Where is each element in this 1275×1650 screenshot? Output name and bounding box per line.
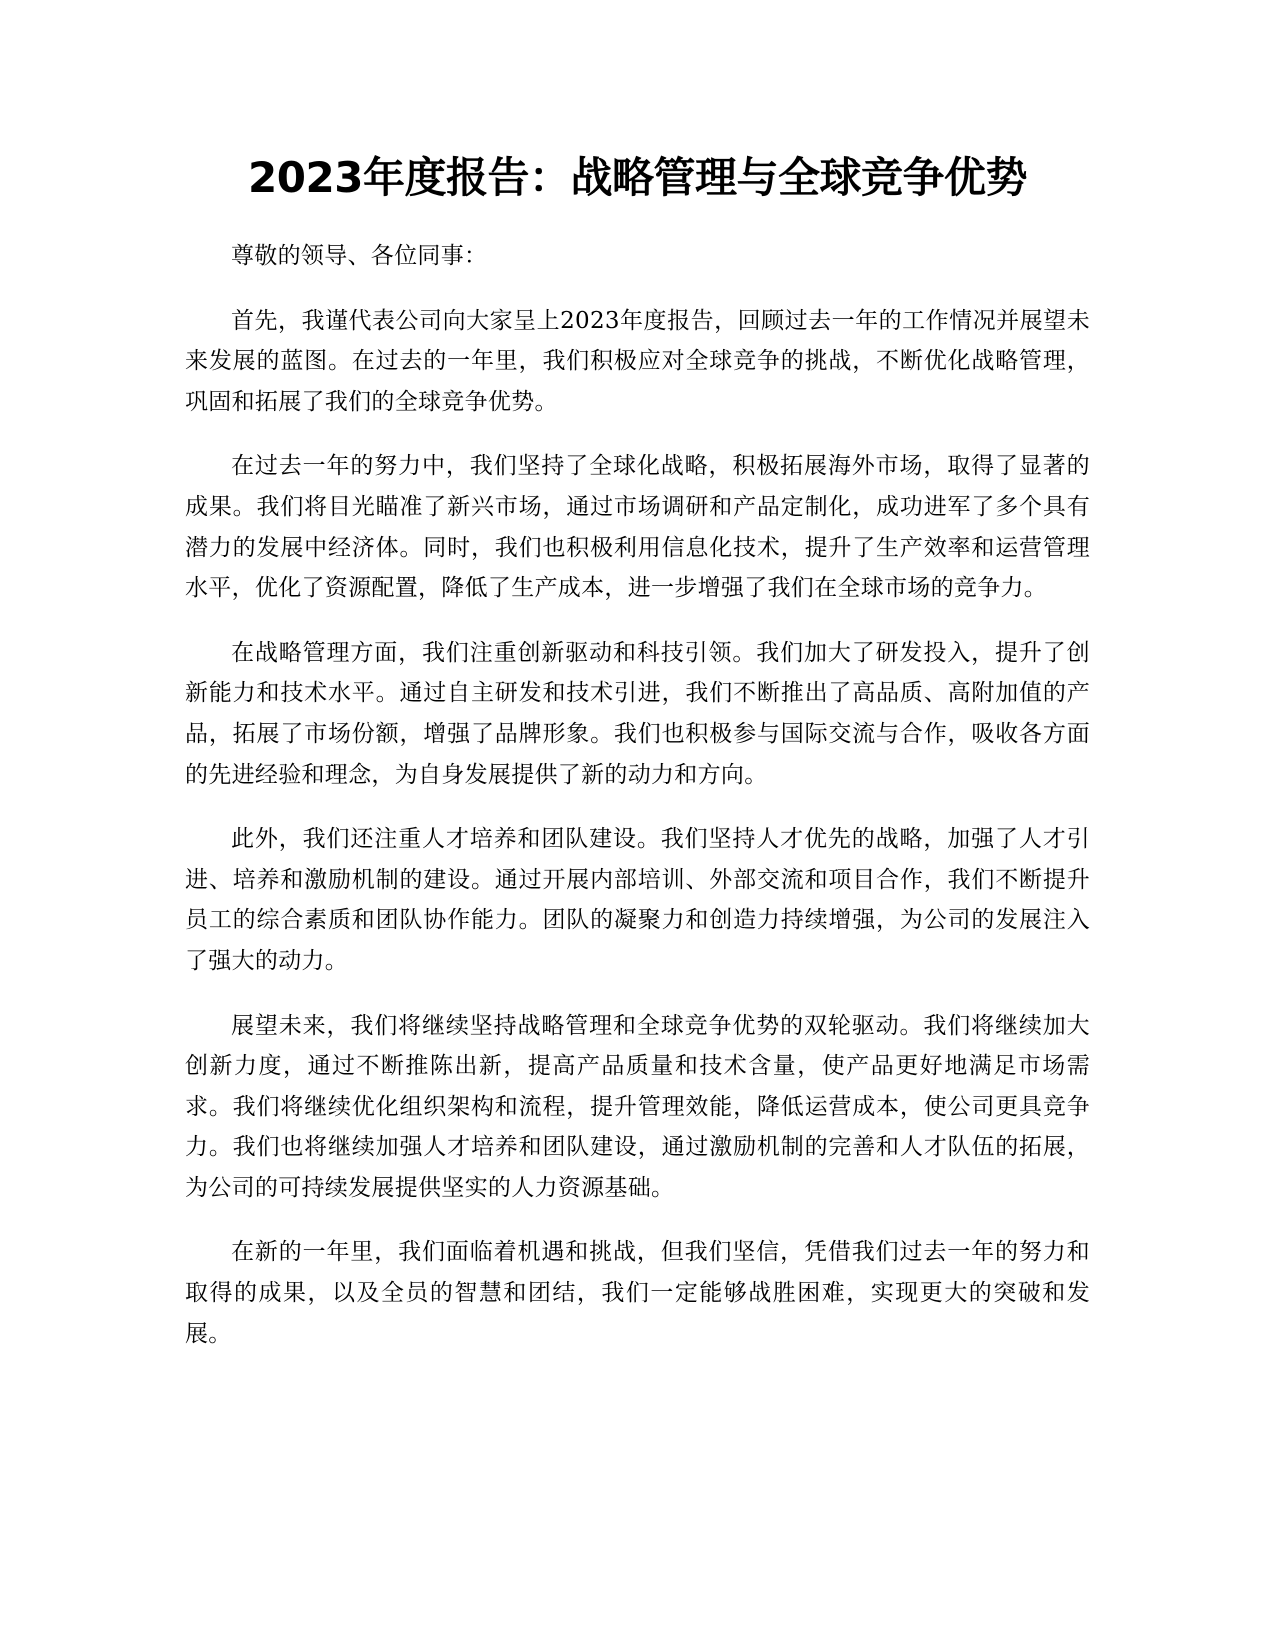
document-body [185,236,1090,1378]
body-paragraph: 展望未来，我们将继续坚持战略管理和全球竞争优势的双轮驱动。我们将继续加大创新力度，通过不断推陈出新，提高产品质量和技术含量，使产品更好地满足市场需求。我们将继续优化组织架构和流程，提升管理效能，降低运营成本，使公司更具竞争力。我们也将继续加强人才培养和团队建设，通过激励机制的完善和人才队伍的拓展，为公司的可持续发展提供坚实的人力资源基础。 [185,1012,1090,1201]
body-paragraph: 在战略管理方面，我们注重创新驱动和科技引领。我们加大了研发投入，提升了创新能力和技术水平。通过自主研发和技术引进，我们不断推出了高品质、高附加值的产品，拓展了市场份额，增强了品牌形象。我们也积极参与国际交流与合作，吸收各方面的先进经验和理念，为自身发展提供了新的动力和方向。 [185,639,1090,788]
salutation-paragraph: 尊敬的领导、各位同事： [231,243,488,269]
body-paragraph: 此外，我们还注重人才培养和团队建设。我们坚持人才优先的战略，加强了人才引进、培养和激励机制的建设。通过开展内部培训、外部交流和项目合作，我们不断提升员工的综合素质和团队协作能力。团队的凝聚力和创造力持续增强，为公司的发展注入了强大的动力。 [185,826,1090,974]
body-paragraph: 在新的一年里，我们面临着机遇和挑战，但我们坚信，凭借我们过去一年的努力和取得的成果，以及全员的智慧和团结，我们一定能够战胜困难，实现更大的突破和发展。 [185,1239,1090,1347]
document-title: 2023年度报告：战略管理与全球竞争优势 [248,153,1027,202]
body-paragraph: 在过去一年的努力中，我们坚持了全球化战略，积极拓展海外市场，取得了显著的成果。我们将目光瞄准了新兴市场，通过市场调研和产品定制化，成功进军了多个具有潜力的发展中经济体。同时，我们也积极利用信息化技术，提升了生产效率和运营管理水平，优化了资源配置，降低了生产成本，进一步增强了我们在全球市场的竞争力。 [185,453,1090,602]
body-paragraph: 首先，我谨代表公司向大家呈上2023年度报告，回顾过去一年的工作情况并展望未来发展的蓝图。在过去的一年里，我们积极应对全球竞争的挑战，不断优化战略管理，巩固和拓展了我们的全球竞争优势。 [185,307,1090,415]
